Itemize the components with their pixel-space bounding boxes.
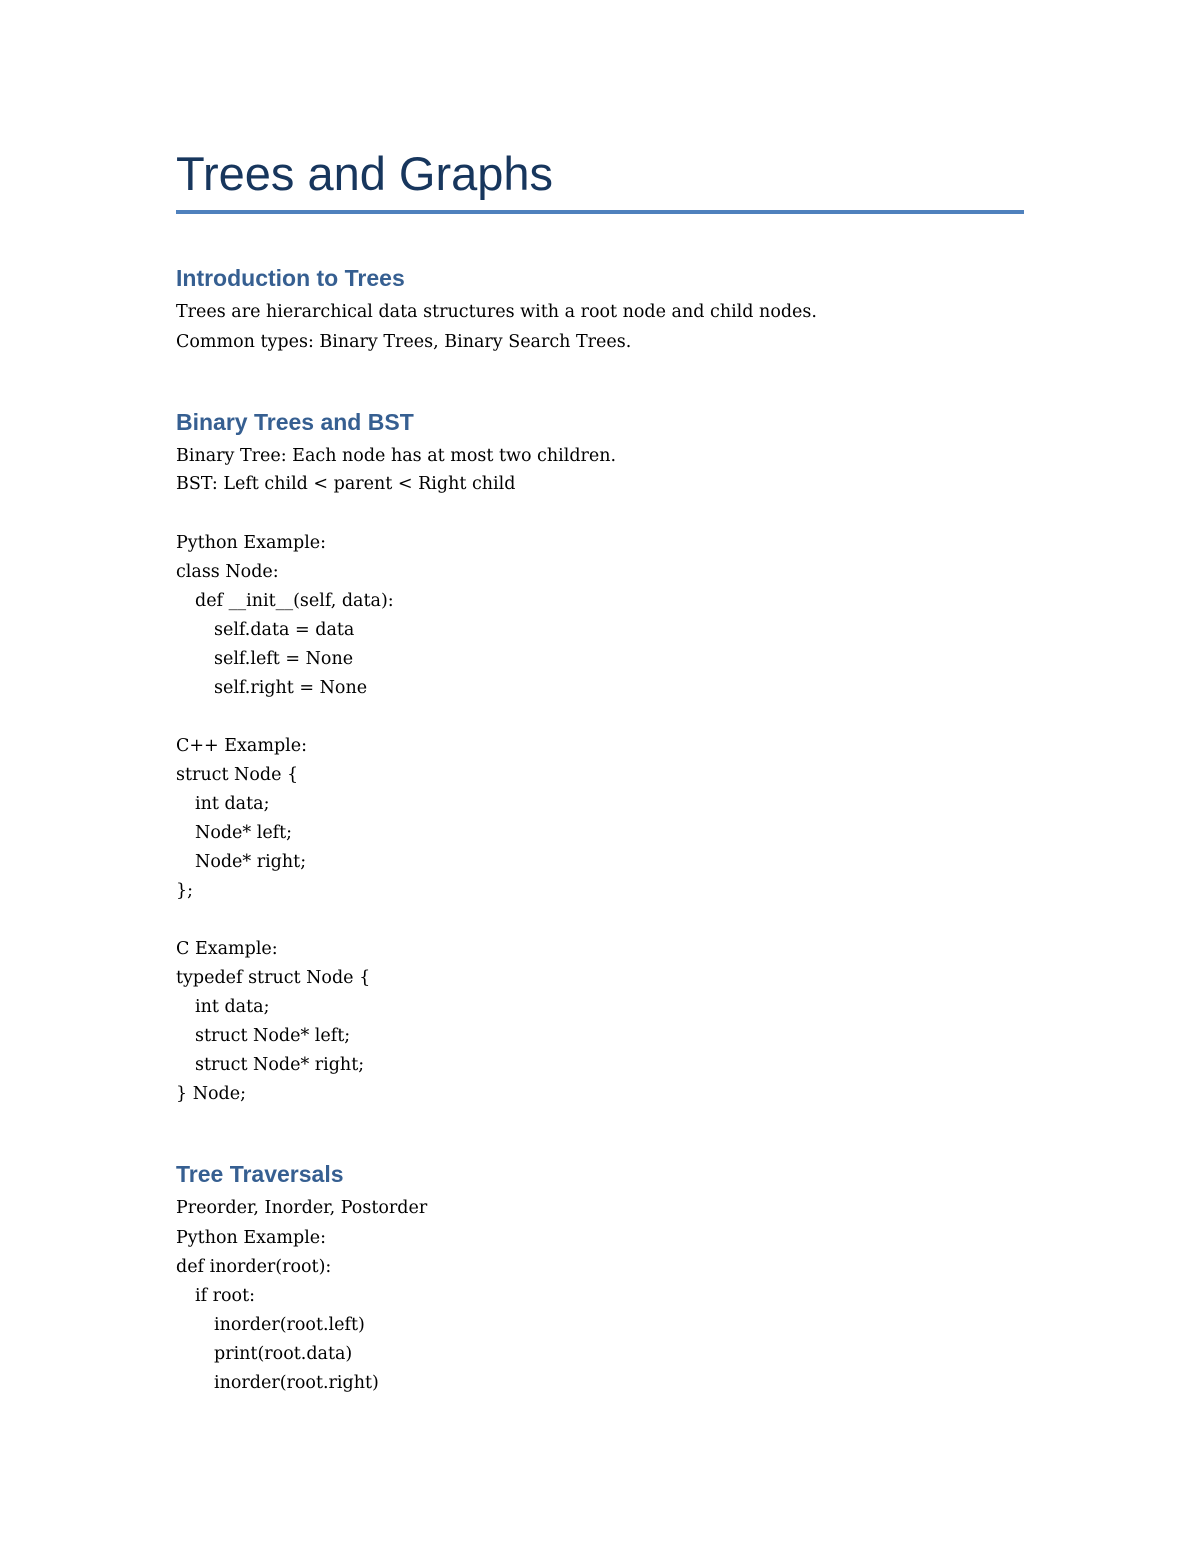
- code-line: } Node;: [176, 1084, 246, 1104]
- code-line: typedef struct Node {: [176, 968, 371, 988]
- section-heading-intro: Introduction to Trees: [176, 265, 405, 291]
- code-line: print(root.data): [214, 1344, 353, 1364]
- code-line: struct Node* left;: [195, 1026, 351, 1046]
- code-label: C Example:: [176, 939, 278, 959]
- code-line: Node* left;: [195, 823, 293, 843]
- body-line: Binary Tree: Each node has at most two children.: [176, 446, 617, 466]
- code-label: Python Example:: [176, 533, 327, 553]
- code-label: C++ Example:: [176, 736, 308, 756]
- code-line: };: [176, 881, 194, 901]
- code-line: struct Node* right;: [195, 1055, 365, 1075]
- code-line: self.left = None: [214, 649, 354, 669]
- code-line: if root:: [195, 1286, 256, 1306]
- document-title: Trees and Graphs: [176, 147, 554, 200]
- body-line: Trees are hierarchical data structures with a root node and child nodes.: [176, 302, 817, 322]
- code-line: Node* right;: [195, 852, 307, 872]
- code-line: self.right = None: [214, 678, 368, 698]
- body-line: Common types: Binary Trees, Binary Search Trees.: [176, 332, 632, 352]
- code-line: self.data = data: [214, 620, 355, 640]
- code-label: Python Example:: [176, 1228, 327, 1248]
- section-heading-binary-trees: Binary Trees and BST: [176, 409, 414, 435]
- section-heading-traversals: Tree Traversals: [176, 1161, 344, 1187]
- body-line: Preorder, Inorder, Postorder: [176, 1198, 428, 1218]
- code-line: inorder(root.right): [214, 1373, 379, 1393]
- code-line: def __init__(self, data):: [195, 591, 394, 611]
- title-underline: [176, 210, 1024, 214]
- code-line: def inorder(root):: [176, 1257, 332, 1277]
- body-line: BST: Left child < parent < Right child: [176, 474, 516, 494]
- code-line: int data;: [195, 997, 270, 1017]
- code-line: struct Node {: [176, 765, 299, 785]
- code-line: class Node:: [176, 562, 279, 582]
- code-line: inorder(root.left): [214, 1315, 365, 1335]
- code-line: int data;: [195, 794, 270, 814]
